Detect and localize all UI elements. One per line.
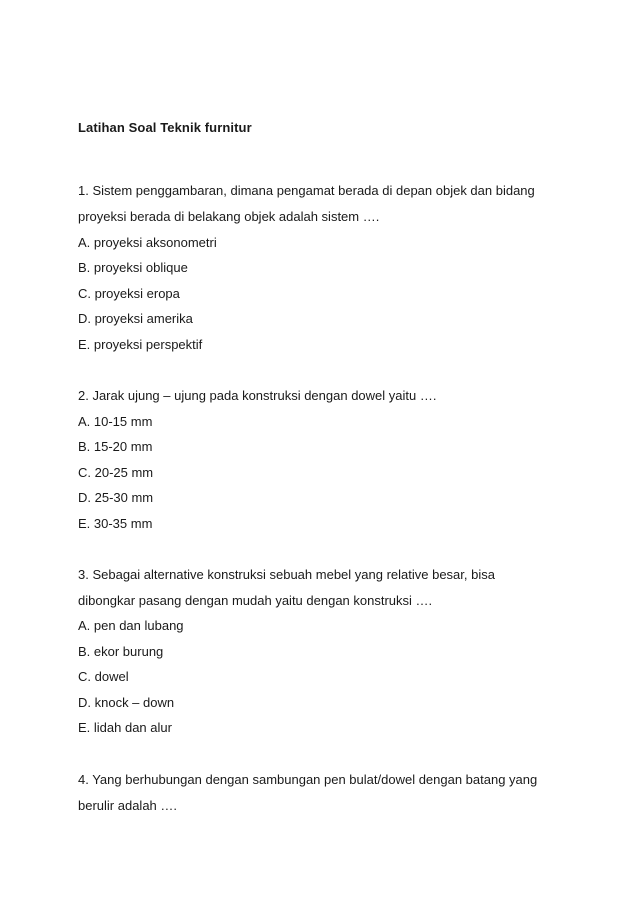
question-1-text-line-2: proyeksi berada di belakang objek adalah sistem …. — [78, 209, 380, 224]
question-2-option-b: B. 15-20 mm — [78, 439, 153, 454]
question-3-option-b: B. ekor burung — [78, 644, 164, 659]
question-4-text-line-1: 4. Yang berhubungan dengan sambungan pen bulat/dowel dengan batang yang — [78, 772, 538, 787]
question-2-option-e: E. 30-35 mm — [78, 516, 153, 531]
question-1-option-c: C. proyeksi eropa — [78, 286, 180, 301]
question-2-option-a: A. 10-15 mm — [78, 414, 153, 429]
question-3-option-e: E. lidah dan alur — [78, 720, 172, 735]
question-3-text-line-2: dibongkar pasang dengan mudah yaitu dengan konstruksi …. — [78, 593, 433, 608]
page-title: Latihan Soal Teknik furnitur — [78, 120, 252, 135]
question-2-option-d: D. 25-30 mm — [78, 490, 154, 505]
question-1-option-a: A. proyeksi aksonometri — [78, 235, 217, 250]
question-2-option-c: C. 20-25 mm — [78, 465, 154, 480]
question-2-text-line-1: 2. Jarak ujung – ujung pada konstruksi dengan dowel yaitu …. — [78, 388, 437, 403]
question-1-option-e: E. proyeksi perspektif — [78, 337, 203, 352]
question-1-option-b: B. proyeksi oblique — [78, 260, 188, 275]
question-3-option-c: C. dowel — [78, 669, 129, 684]
question-3-option-d: D. knock – down — [78, 695, 175, 710]
question-3-option-a: A. pen dan lubang — [78, 618, 184, 633]
question-4-text-line-2: berulir adalah …. — [78, 798, 177, 813]
question-1-text-line-1: 1. Sistem penggambaran, dimana pengamat berada di depan objek dan bidang — [78, 183, 535, 198]
question-1-option-d: D. proyeksi amerika — [78, 311, 193, 326]
question-3-text-line-1: 3. Sebagai alternative konstruksi sebuah mebel yang relative besar, bisa — [78, 567, 495, 582]
